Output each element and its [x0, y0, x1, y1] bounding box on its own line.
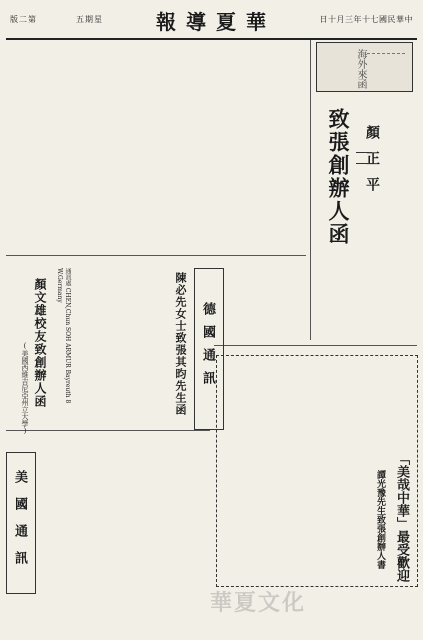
usa-section-title: 美國通訊 [12, 470, 27, 578]
author-bar [356, 152, 372, 164]
divider [214, 345, 417, 346]
page-header [6, 4, 417, 40]
appeal-subtitle: 譚光豫先生致張創辦人書 [375, 470, 385, 569]
appeal-title: 「美哉中華」最受歡迎 [394, 452, 409, 582]
usa-letter-affiliation: (美國西維吉尼亞州立大學) [21, 342, 29, 435]
divider [6, 255, 306, 256]
appeal-box [216, 355, 418, 587]
usa-letter-address: 通訊處 CHEN,Chun SOH ARMUR Bayreuth 8 W.Germany [56, 268, 71, 404]
archive-stamp: 華夏文化 [210, 590, 307, 616]
issue-date: 日十月三年十七國民華中 [319, 15, 413, 24]
germany-section-title: 德國通訊 [200, 302, 215, 394]
divider [6, 430, 210, 431]
body-text-right [316, 95, 318, 345]
column-title: 致張創辦人函 [326, 108, 351, 246]
body-text-top [8, 44, 308, 254]
usa-letter-title: 顏文雄校友致創辦人函 [33, 278, 47, 408]
divider [310, 40, 311, 340]
column-author: 顏正平 [364, 125, 380, 203]
page-number: 版二第 [10, 15, 37, 24]
weekday: 五期星 [76, 15, 103, 24]
column-emblem [316, 42, 413, 92]
germany-letter-title: 陳必先女士致張其昀先生函 [174, 272, 187, 416]
masthead: 報導夏華 [156, 10, 276, 34]
emblem-decoration [367, 53, 405, 82]
emblem-text: 海外來函 [355, 49, 366, 89]
